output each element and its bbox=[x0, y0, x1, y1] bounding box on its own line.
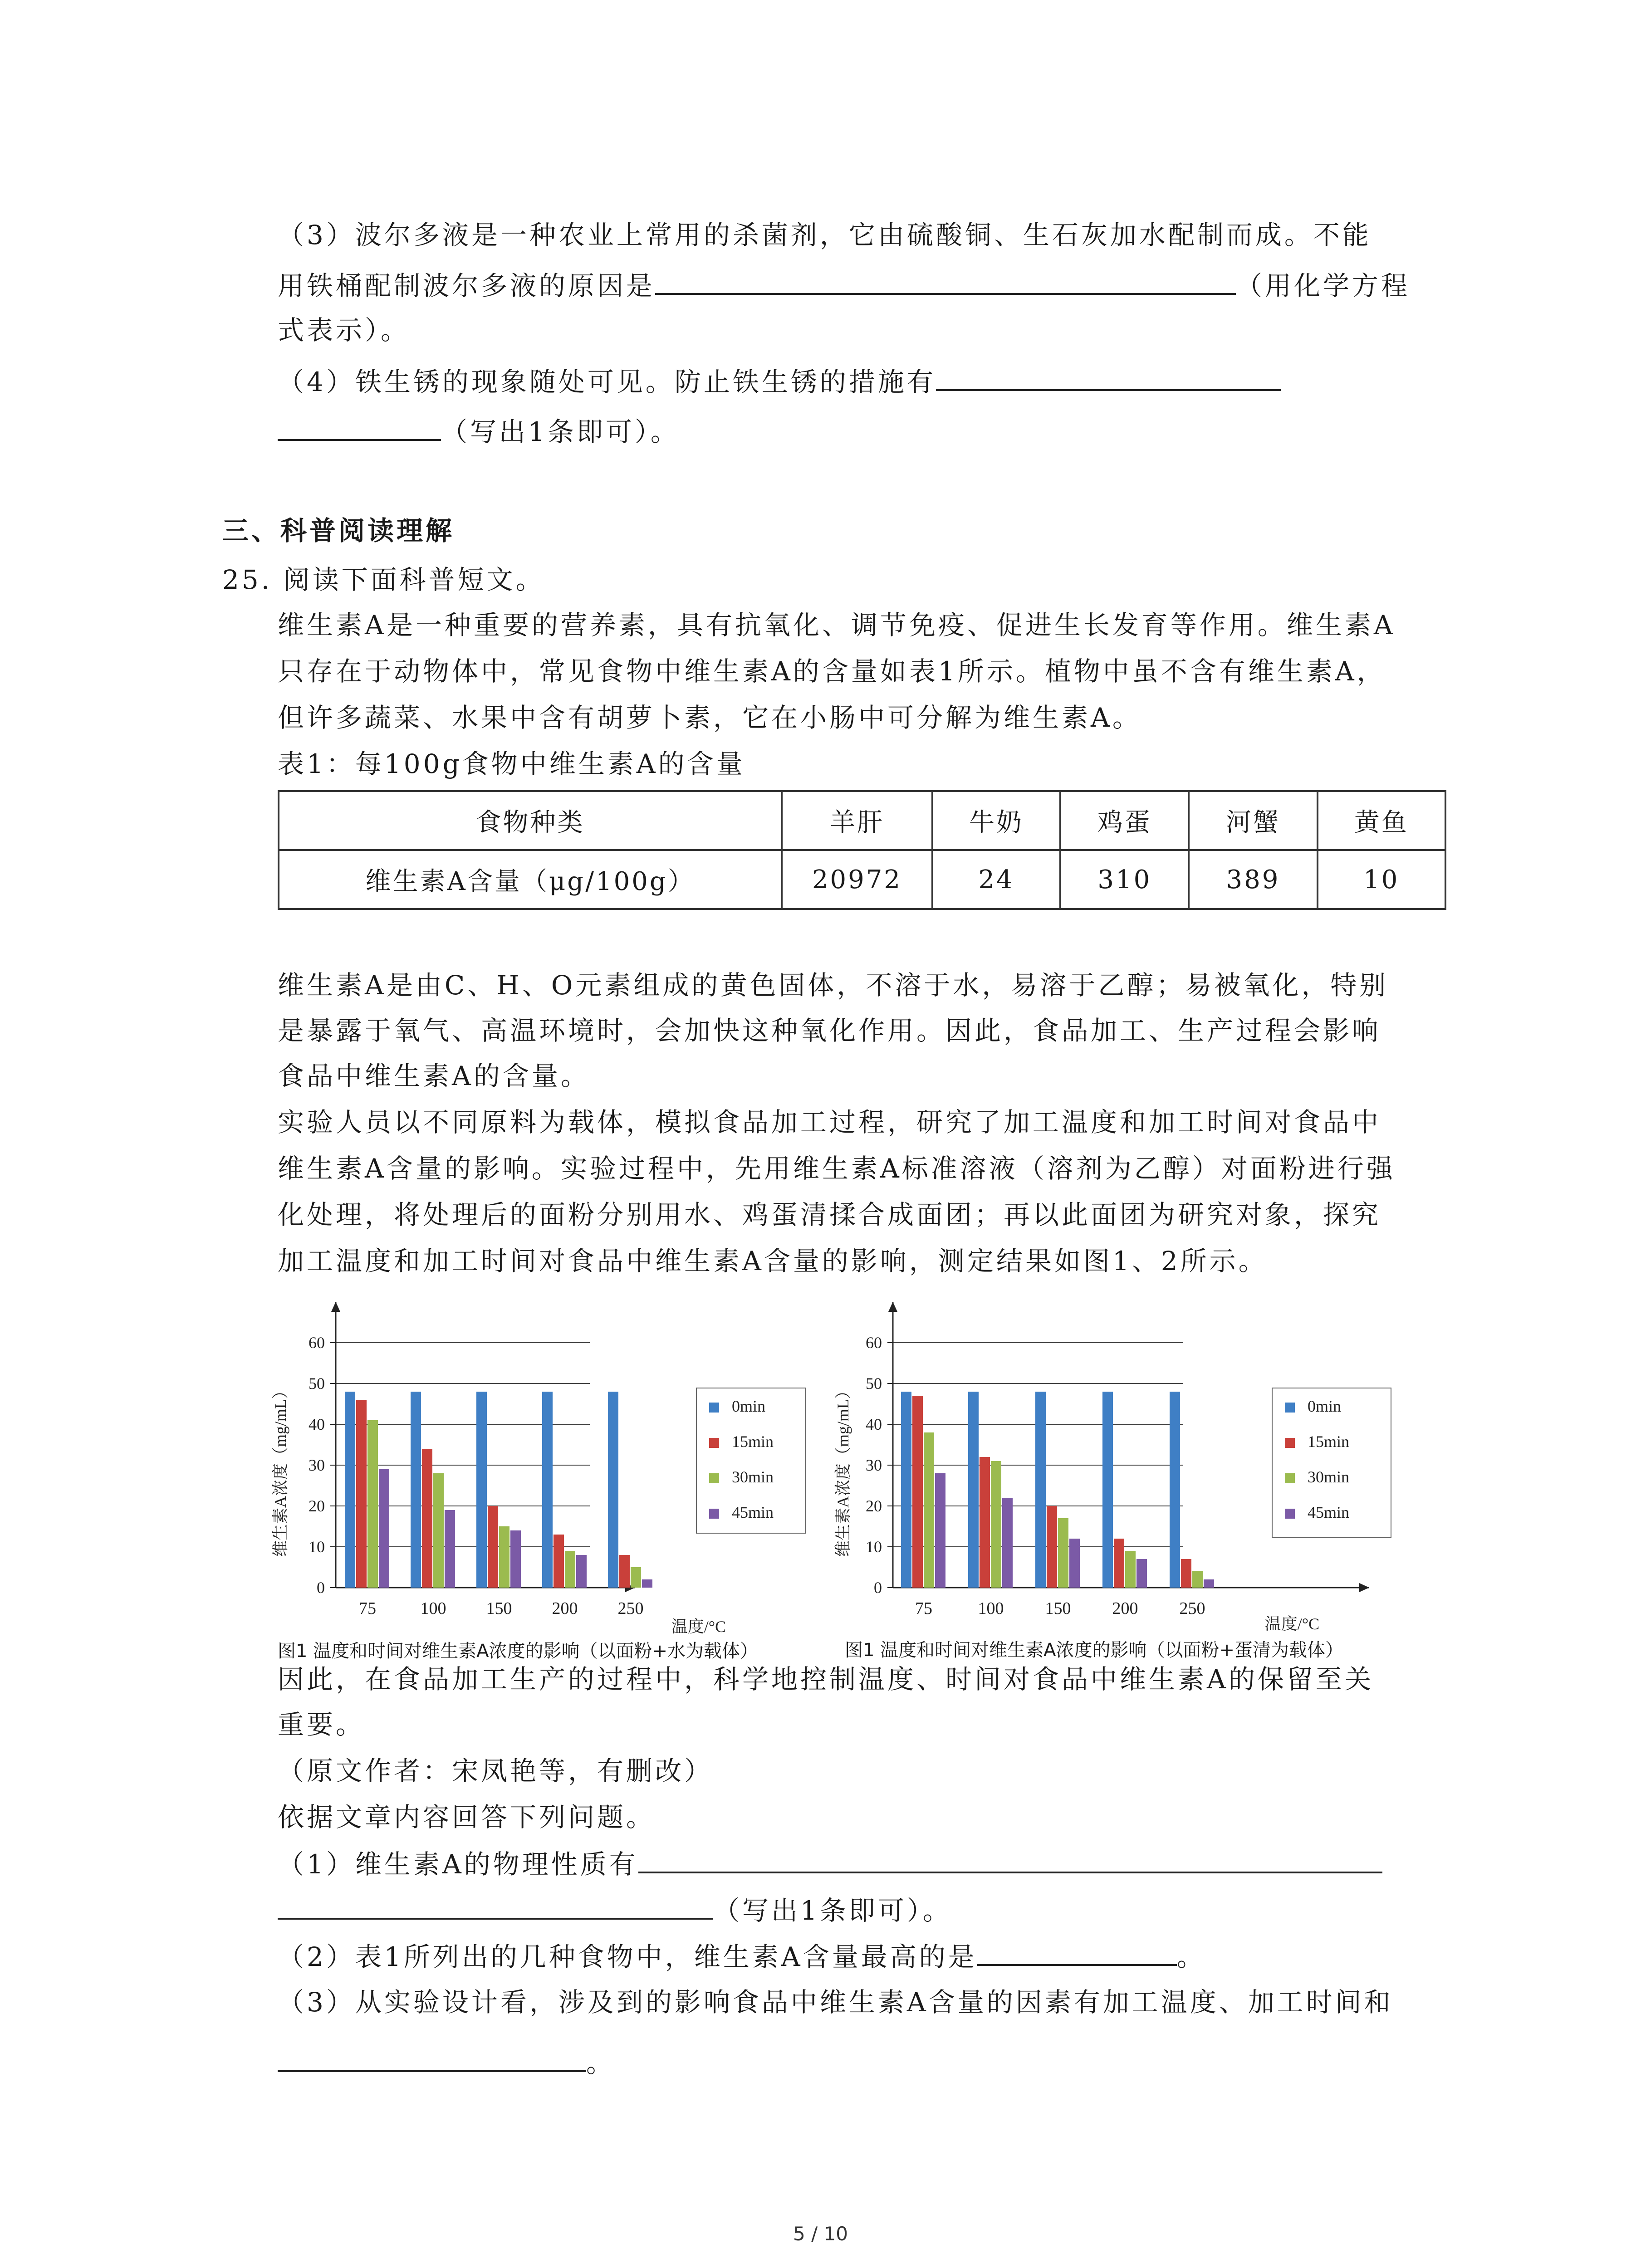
bar-45min-200 bbox=[576, 1555, 587, 1588]
bar-30min-250 bbox=[631, 1567, 641, 1588]
bar-0min-200 bbox=[542, 1392, 553, 1588]
q25-sub1-text: （1）维生素A的物理性质有 bbox=[278, 1849, 638, 1880]
legend-swatch bbox=[1285, 1438, 1295, 1448]
table-cell-food: 黄鱼 bbox=[1318, 791, 1445, 850]
y-tick-label: 20 bbox=[866, 1497, 882, 1515]
answer-blank-rust-1[interactable] bbox=[936, 363, 1281, 391]
table-cell-value: 389 bbox=[1189, 850, 1317, 909]
chart-flour-water bbox=[268, 1275, 812, 1637]
bar-15min-150 bbox=[488, 1506, 498, 1588]
legend-label: 15min bbox=[1308, 1432, 1350, 1451]
table-cell-value: 10 bbox=[1318, 850, 1445, 909]
table-row bbox=[279, 850, 1445, 909]
bar-30min-100 bbox=[991, 1461, 1001, 1588]
q25-para3-line3: 化处理，将处理后的面粉分别用水、鸡蛋清揉合成面团；再以此面团为研究对象，探究 bbox=[278, 1199, 1381, 1230]
y-axis-label: 维生素A浓度（mg/mL） bbox=[834, 1383, 852, 1557]
y-tick-label: 10 bbox=[866, 1538, 882, 1556]
bar-15min-250 bbox=[619, 1555, 630, 1588]
y-tick-label: 30 bbox=[866, 1456, 882, 1474]
bar-45min-75 bbox=[935, 1473, 945, 1588]
legend-swatch bbox=[709, 1438, 719, 1448]
q25-sub1-line2 bbox=[278, 1892, 952, 1929]
table-row bbox=[279, 791, 1445, 850]
y-tick-label: 50 bbox=[866, 1374, 882, 1393]
q24-part4-text: （4）铁生锈的现象随处可见。防止铁生锈的措施有 bbox=[278, 367, 936, 397]
x-tick-label: 100 bbox=[978, 1599, 1004, 1618]
legend-label: 30min bbox=[1308, 1468, 1350, 1486]
table-cell-food: 河蟹 bbox=[1189, 791, 1317, 850]
table-cell-value: 310 bbox=[1060, 850, 1189, 909]
page-number: 5 / 10 bbox=[793, 2223, 848, 2245]
y-axis-arrow bbox=[331, 1302, 340, 1312]
q25-intro: 25. 阅读下面科普短文。 bbox=[222, 564, 545, 595]
table-cell-food: 牛奶 bbox=[932, 791, 1060, 850]
q24-part3-line2 bbox=[278, 267, 1410, 304]
table-cell-food: 羊肝 bbox=[782, 791, 932, 850]
q25-para1-line3: 但许多蔬菜、水果中含有胡萝卜素，它在小肠中可分解为维生素A。 bbox=[278, 702, 1141, 733]
section-title: 三、科普阅读理解 bbox=[222, 515, 455, 546]
bar-45min-250 bbox=[1204, 1579, 1214, 1588]
bar-0min-250 bbox=[1170, 1392, 1180, 1588]
bar-0min-250 bbox=[608, 1392, 618, 1588]
bar-0min-100 bbox=[968, 1392, 979, 1588]
q25-answer-intro: 依据文章内容回答下列问题。 bbox=[278, 1802, 656, 1833]
q24-part3-line1: （3）波尔多液是一种农业上常用的杀菌剂，它由硫酸铜、生石灰加水配制而成。不能 bbox=[278, 220, 1372, 250]
legend-label: 45min bbox=[1308, 1503, 1350, 1521]
bar-15min-150 bbox=[1047, 1506, 1057, 1588]
y-tick-label: 40 bbox=[309, 1415, 325, 1433]
q25-sub3-text-end: 。 bbox=[586, 2048, 616, 2078]
y-tick-label: 60 bbox=[866, 1334, 882, 1352]
y-tick-label: 10 bbox=[309, 1538, 325, 1556]
y-tick-label: 20 bbox=[309, 1497, 325, 1515]
q25-para1-line2: 只存在于动物体中，常见食物中维生素A的含量如表1所示。植物中虽不含有维生素A， bbox=[278, 656, 1386, 687]
q25-para4-line1: 因此，在食品加工生产的过程中，科学地控制温度、时间对食品中维生素A的保留至关 bbox=[278, 1664, 1374, 1695]
legend-label: 45min bbox=[732, 1503, 774, 1521]
legend-swatch bbox=[709, 1403, 719, 1413]
x-tick-label: 75 bbox=[359, 1599, 376, 1618]
q25-para2-line1: 维生素A是由C、H、O元素组成的黄色固体，不溶于水，易溶于乙醇；易被氧化，特别 bbox=[278, 970, 1389, 1001]
q25-para1-line1: 维生素A是一种重要的营养素，具有抗氧化、调节免疫、促进生长发育等作用。维生素A bbox=[278, 610, 1396, 640]
q25-para3-line4: 加工温度和加工时间对食品中维生素A含量的影响，测定结果如图1、2所示。 bbox=[278, 1246, 1268, 1276]
bar-45min-250 bbox=[642, 1579, 652, 1588]
answer-blank-property-1[interactable] bbox=[638, 1845, 1382, 1873]
bar-30min-75 bbox=[367, 1420, 378, 1588]
q25-sub2-text-end: 。 bbox=[1176, 1941, 1206, 1972]
bar-30min-150 bbox=[499, 1526, 509, 1588]
x-axis-label: 温度/°C bbox=[671, 1618, 726, 1636]
q24-part3-line3: 式表示）。 bbox=[278, 315, 410, 346]
x-tick-label: 200 bbox=[552, 1599, 578, 1618]
bar-45min-150 bbox=[510, 1530, 521, 1588]
bar-30min-100 bbox=[433, 1473, 444, 1588]
x-tick-label: 75 bbox=[915, 1599, 932, 1618]
q24-part3-text-end: （用化学方程 bbox=[1236, 270, 1411, 301]
bar-0min-75 bbox=[901, 1392, 911, 1588]
q25-sub3-line2 bbox=[278, 2044, 615, 2081]
q25-para3-line2: 维生素A含量的影响。实验过程中，先用维生素A标准溶液（溶剂为乙醇）对面粉进行强 bbox=[278, 1153, 1396, 1184]
x-tick-label: 200 bbox=[1112, 1599, 1138, 1618]
bar-15min-200 bbox=[1114, 1539, 1124, 1588]
table-cell-food: 鸡蛋 bbox=[1060, 791, 1189, 850]
legend-label: 30min bbox=[732, 1468, 774, 1486]
q25-sub1-line1 bbox=[278, 1845, 1382, 1882]
bar-30min-75 bbox=[924, 1432, 934, 1588]
q25-para3-line1: 实验人员以不同原料为载体，模拟食品加工过程，研究了加工温度和加工时间对食品中 bbox=[278, 1107, 1381, 1138]
q25-sub3-line1: （3）从实验设计看，涉及到的影响食品中维生素A含量的因素有加工温度、加工时间和 bbox=[278, 1987, 1393, 2018]
y-tick-label: 50 bbox=[309, 1374, 325, 1393]
q25-para4-line2: 重要。 bbox=[278, 1709, 365, 1740]
bar-30min-150 bbox=[1058, 1518, 1068, 1588]
q24-part4-line1 bbox=[278, 363, 1281, 400]
bar-15min-75 bbox=[912, 1396, 923, 1588]
q25-para2-line3: 食品中维生素A的含量。 bbox=[278, 1061, 590, 1091]
legend-swatch bbox=[709, 1473, 719, 1483]
answer-blank-factor[interactable] bbox=[278, 2044, 586, 2072]
y-axis-arrow bbox=[888, 1302, 897, 1312]
bar-15min-200 bbox=[554, 1535, 564, 1588]
x-tick-label: 150 bbox=[1045, 1599, 1071, 1618]
bar-45min-150 bbox=[1069, 1539, 1080, 1588]
q25-author: （原文作者：宋凤艳等，有删改） bbox=[278, 1755, 714, 1786]
bar-30min-200 bbox=[565, 1551, 575, 1588]
legend-swatch bbox=[1285, 1473, 1295, 1483]
y-tick-label: 30 bbox=[309, 1456, 325, 1474]
x-tick-label: 250 bbox=[617, 1599, 644, 1618]
bar-45min-100 bbox=[1002, 1498, 1013, 1588]
table-cell-value: 20972 bbox=[782, 850, 932, 909]
q25-sub1-text-end: （写出1条即可）。 bbox=[713, 1895, 952, 1926]
y-tick-label: 40 bbox=[866, 1415, 882, 1433]
chart-caption-1: 图1 温度和时间对维生素A浓度的影响（以面粉+水为载体） bbox=[278, 1641, 759, 1662]
legend-label: 0min bbox=[732, 1397, 766, 1415]
table-title: 表1：每100g食物中维生素A的含量 bbox=[278, 748, 745, 779]
legend-swatch bbox=[1285, 1403, 1295, 1413]
table-header-content: 维生素A含量（μg/100g） bbox=[279, 850, 782, 909]
bar-0min-100 bbox=[411, 1392, 421, 1588]
q25-sub2-text: （2）表1所列出的几种食物中，维生素A含量最高的是 bbox=[278, 1941, 977, 1972]
bar-15min-100 bbox=[980, 1457, 990, 1588]
x-tick-label: 100 bbox=[420, 1599, 446, 1618]
bar-45min-75 bbox=[379, 1469, 389, 1588]
chart-flour-eggwhite bbox=[834, 1275, 1424, 1637]
answer-blank-rust-2[interactable] bbox=[278, 413, 441, 441]
q24-part4-line2 bbox=[278, 413, 680, 450]
bar-15min-250 bbox=[1181, 1559, 1191, 1588]
bar-45min-200 bbox=[1136, 1559, 1147, 1588]
y-tick-label: 0 bbox=[317, 1579, 325, 1597]
q24-part3-text: 用铁桶配制波尔多液的原因是 bbox=[278, 270, 656, 301]
chart-caption-2: 图1 温度和时间对维生素A浓度的影响（以面粉+蛋清为载体） bbox=[845, 1640, 1344, 1661]
table-header-food: 食物种类 bbox=[279, 791, 782, 850]
q24-part4-text-end: （写出1条即可）。 bbox=[441, 416, 680, 447]
x-axis-arrow bbox=[1359, 1583, 1369, 1592]
bar-15min-100 bbox=[422, 1449, 432, 1588]
table-cell-value: 24 bbox=[932, 850, 1060, 909]
answer-blank-highest-food[interactable] bbox=[977, 1938, 1177, 1966]
bar-30min-250 bbox=[1192, 1571, 1203, 1588]
bar-0min-150 bbox=[476, 1392, 487, 1588]
y-tick-label: 60 bbox=[309, 1334, 325, 1352]
answer-blank-property-2[interactable] bbox=[278, 1892, 713, 1920]
legend-swatch bbox=[1285, 1509, 1295, 1519]
legend-label: 0min bbox=[1308, 1397, 1342, 1415]
bar-0min-75 bbox=[345, 1392, 355, 1588]
legend-label: 15min bbox=[732, 1432, 774, 1451]
y-tick-label: 0 bbox=[874, 1579, 882, 1597]
x-tick-label: 150 bbox=[486, 1599, 512, 1618]
x-axis-label: 温度/°C bbox=[1264, 1615, 1320, 1633]
bar-30min-200 bbox=[1125, 1551, 1136, 1588]
y-axis-label: 维生素A浓度（mg/mL） bbox=[271, 1383, 289, 1557]
bar-0min-200 bbox=[1102, 1392, 1113, 1588]
bar-15min-75 bbox=[356, 1400, 367, 1588]
q25-para2-line2: 是暴露于氧气、高温环境时，会加快这种氧化作用。因此，食品加工、生产过程会影响 bbox=[278, 1015, 1381, 1046]
bar-0min-150 bbox=[1035, 1392, 1046, 1588]
bar-45min-100 bbox=[445, 1510, 455, 1588]
answer-blank-equation[interactable] bbox=[655, 267, 1236, 295]
legend-swatch bbox=[709, 1509, 719, 1519]
x-tick-label: 250 bbox=[1179, 1599, 1205, 1618]
q25-sub2 bbox=[278, 1938, 1206, 1975]
vitamin-a-table bbox=[278, 790, 1446, 910]
